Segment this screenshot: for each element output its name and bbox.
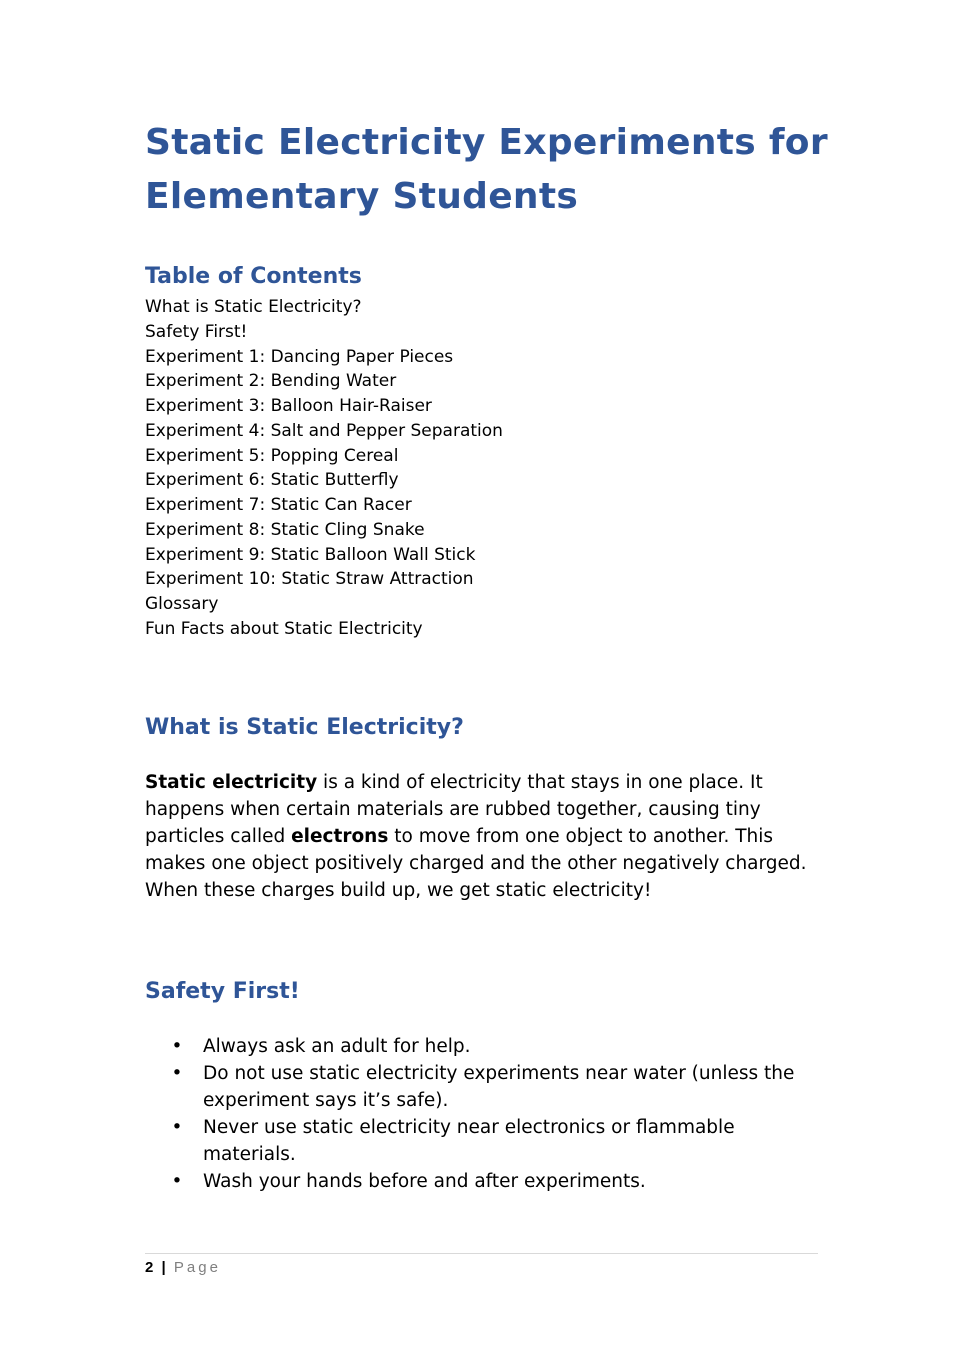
safety-list-item xyxy=(170,1114,810,1168)
safety-list xyxy=(170,1033,810,1195)
toc-item[interactable]: Experiment 4: Salt and Pepper Separation xyxy=(145,420,503,441)
safety-item-text: Never use static electricity near electronics or flammable materials. xyxy=(203,1117,735,1165)
document-title: Static Electricity Experiments for Elementary Students xyxy=(145,122,828,217)
toc-item[interactable]: Experiment 6: Static Butterfly xyxy=(145,470,399,491)
safety-list-item xyxy=(170,1168,810,1195)
toc-item[interactable]: Experiment 8: Static Cling Snake xyxy=(145,519,425,540)
bullet-icon: • xyxy=(171,1171,183,1192)
toc-item[interactable]: Experiment 2: Bending Water xyxy=(145,371,397,392)
section-heading-safety: Safety First! xyxy=(145,979,300,1004)
safety-list-item xyxy=(170,1060,810,1114)
safety-item-text: Always ask an adult for help. xyxy=(203,1036,471,1057)
page-label: Page xyxy=(173,1259,221,1276)
toc-item[interactable]: Safety First! xyxy=(145,321,248,342)
footer-separator: | xyxy=(161,1259,166,1276)
toc-heading: Table of Contents xyxy=(145,264,362,289)
section-heading-what-is: What is Static Electricity? xyxy=(145,715,464,740)
bullet-icon: • xyxy=(171,1063,183,1084)
bullet-icon: • xyxy=(171,1117,183,1138)
safety-list-item xyxy=(170,1033,810,1060)
safety-item-text: Do not use static electricity experiments near water (unless the experiment says it’s safe). xyxy=(203,1063,795,1111)
toc-item[interactable]: Experiment 7: Static Can Racer xyxy=(145,495,412,515)
toc-item[interactable]: What is Static Electricity? xyxy=(145,297,362,317)
footer-divider xyxy=(145,1253,818,1254)
toc-item[interactable]: Fun Facts about Static Electricity xyxy=(145,618,423,639)
paragraph-text: is a kind of electricity that stays in one place. It happens when certain materials are rubbed together, causing tiny particles called xyxy=(145,772,763,847)
page-footer xyxy=(145,1258,221,1278)
paragraph-text: to move from one object to another. This makes one object positively charged and the other negatively charged. When these charges build up, we get static electricity! xyxy=(145,826,807,901)
bullet-icon: • xyxy=(171,1036,183,1057)
toc-item[interactable]: Glossary xyxy=(145,594,219,614)
toc-item[interactable]: Experiment 3: Balloon Hair-Raiser xyxy=(145,396,432,416)
term-static-electricity: Static electricity xyxy=(145,772,318,793)
page-number: 2 xyxy=(145,1259,154,1276)
toc-item[interactable]: Experiment 9: Static Balloon Wall Stick xyxy=(145,544,476,565)
term-electrons: electrons xyxy=(291,826,389,847)
toc-item[interactable]: Experiment 10: Static Straw Attraction xyxy=(145,569,474,590)
safety-item-text: Wash your hands before and after experiments. xyxy=(203,1171,646,1192)
table-of-contents xyxy=(145,295,503,642)
intro-paragraph xyxy=(145,769,825,904)
toc-item[interactable]: Experiment 1: Dancing Paper Pieces xyxy=(145,346,454,367)
toc-item[interactable]: Experiment 5: Popping Cereal xyxy=(145,445,399,466)
